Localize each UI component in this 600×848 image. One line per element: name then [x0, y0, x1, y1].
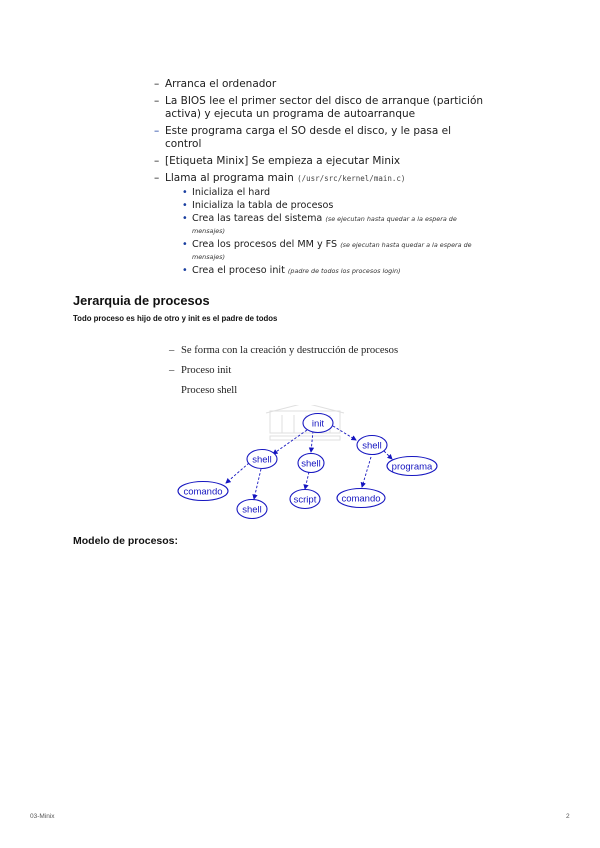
hierarchy-points [169, 345, 469, 405]
bullet-marker: • [182, 213, 188, 225]
dash-marker: – [154, 78, 160, 90]
tree-node [298, 454, 324, 473]
tree-edge [273, 430, 307, 454]
boot-step-text: La BIOS lee el primer sector del disco de arranque (partición activa) y ejecuta un programa de autoarranque [165, 94, 484, 121]
tree-edge [362, 457, 371, 487]
hierarchy-point [169, 345, 469, 357]
bullet-marker: • [182, 265, 188, 277]
tree-node [237, 500, 267, 519]
boot-step-text: Llama al programa main [165, 171, 294, 184]
main-actions-list [182, 187, 484, 277]
main-action-text: Crea el proceso init [192, 265, 285, 277]
tree-edge [305, 472, 309, 489]
tree-node [178, 482, 228, 501]
tree-node [303, 414, 333, 433]
tree-node-label: shell [362, 440, 382, 452]
boot-step [154, 125, 484, 152]
main-action-note: (se ejecutan hasta quedar a la espera de mensajes) [192, 241, 472, 262]
dash-marker: – [169, 345, 175, 356]
dash-marker: – [154, 124, 160, 137]
tree-node [357, 436, 387, 455]
main-action-text: Inicializa la tabla de procesos [192, 200, 334, 212]
boot-step-text: [Etiqueta Minix] Se empieza a ejecutar Minix [165, 154, 401, 167]
main-action-note: (padre de todos los procesos login) [287, 267, 401, 276]
bullet-marker: • [182, 187, 188, 199]
hierarchy-heading: Jerarquia de procesos [73, 293, 210, 308]
hierarchy-point-text: Proceso shell [181, 385, 238, 396]
boot-step [154, 95, 484, 122]
hierarchy-point [169, 385, 469, 397]
main-action [182, 213, 484, 237]
boot-step-text: Este programa carga el SO desde el disco, y le pasa el control [165, 124, 452, 151]
boot-sequence-list [154, 78, 484, 280]
main-action-text: Inicializa el hard [192, 187, 271, 199]
main-action [182, 265, 484, 277]
hierarchy-intro: Todo proceso es hijo de otro y init es el padre de todos [73, 314, 278, 323]
hierarchy-point-text: Proceso init [181, 365, 232, 376]
tree-node-label: shell [301, 458, 321, 470]
hierarchy-point-text: Se forma con la creación y destrucción de procesos [181, 345, 399, 356]
boot-step-text: Arranca el ordenador [165, 78, 277, 90]
tree-node [290, 490, 320, 509]
tree-node-label: shell [252, 454, 272, 466]
main-action-text: Crea los procesos del MM y FS [192, 239, 338, 251]
tree-edge [384, 451, 392, 459]
footer-document-name: 03-Minix [30, 813, 55, 820]
tree-edge [226, 463, 249, 483]
process-tree-diagram [170, 405, 450, 523]
tree-edge [254, 469, 261, 499]
tree-node [247, 450, 277, 469]
tree-node [337, 489, 385, 508]
bullet-marker: • [182, 239, 188, 251]
boot-step [154, 172, 484, 278]
tree-node [387, 457, 437, 476]
tree-node-label: comando [341, 493, 381, 505]
page-number: 2 [566, 813, 570, 820]
boot-step [154, 155, 484, 169]
tree-node-label: init [311, 418, 325, 430]
source-path: (/usr/src/kernel/main.c) [297, 173, 406, 183]
tree-edge [311, 431, 313, 452]
main-action [182, 187, 484, 198]
main-action [182, 200, 484, 211]
tree-node-label: shell [242, 504, 262, 516]
hierarchy-point [169, 365, 469, 377]
dash-marker: – [154, 94, 160, 107]
main-action [182, 239, 484, 263]
model-heading: Modelo de procesos: [73, 535, 179, 547]
main-action-note: (se ejecutan hasta quedar a la espera de mensajes) [192, 215, 457, 236]
dash-marker: – [169, 365, 175, 376]
main-action-text: Crea las tareas del sistema [192, 213, 323, 225]
tree-node-label: programa [391, 461, 433, 473]
dash-marker: – [154, 154, 160, 167]
tree-node-label: script [293, 494, 317, 506]
dash-marker: – [154, 171, 160, 184]
tree-node-label: comando [183, 486, 223, 498]
bullet-marker: • [182, 200, 188, 212]
boot-step [154, 78, 484, 92]
